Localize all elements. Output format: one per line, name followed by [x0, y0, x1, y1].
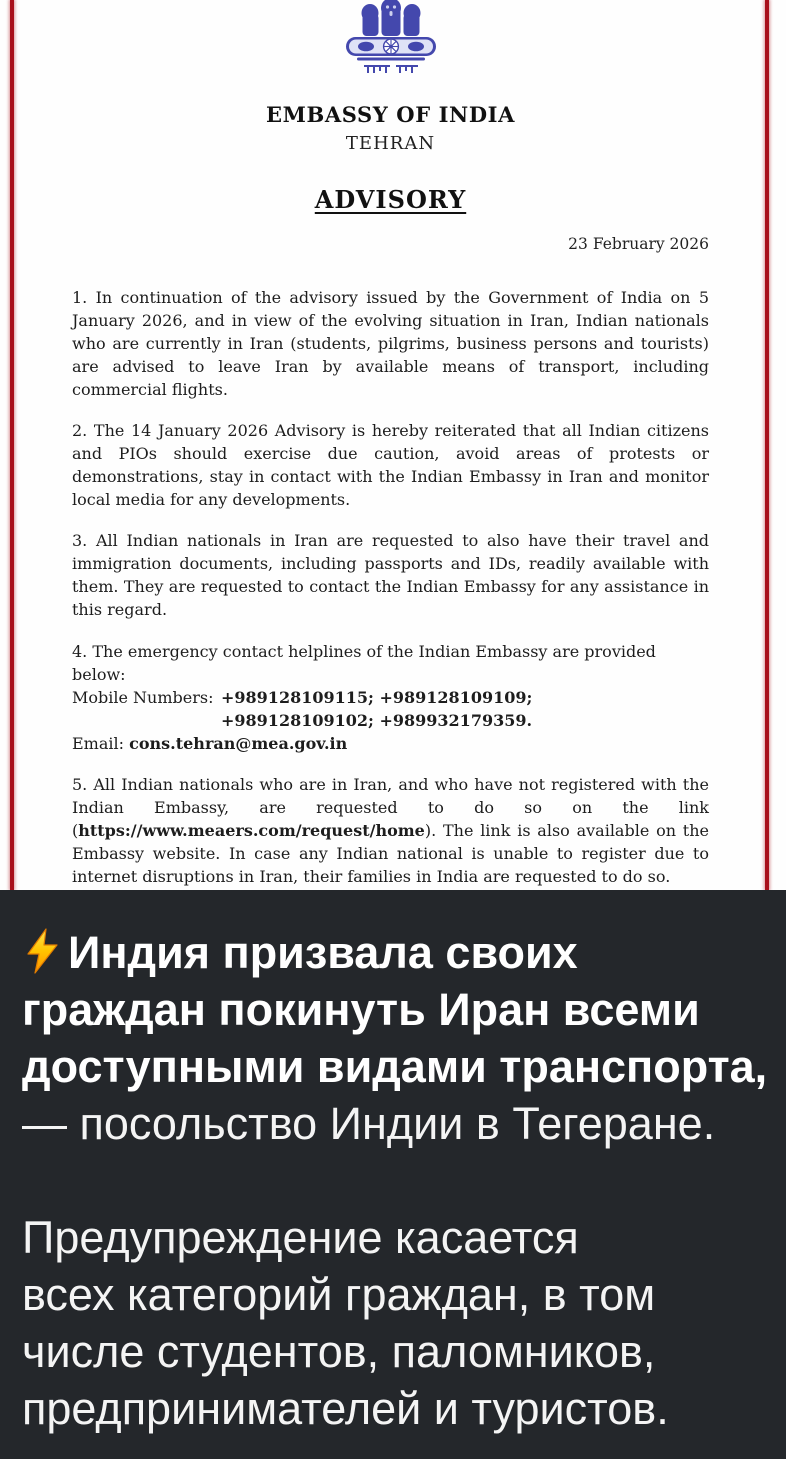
advisory-paragraph-5 [72, 773, 709, 888]
caption-paragraph-2 [22, 1209, 768, 1437]
lightning-emoji-icon [22, 928, 62, 974]
emergency-helplines-intro: 4. The emergency contact helplines of the Indian Embassy are provided below: [72, 642, 656, 684]
advisory-paragraph-3: 3. All Indian nationals in Iran are requested to also have their travel and immigration documents, including passports and IDs, readily available with them. They are requested to contact the Indian Embassy for any assistance in this regard. [72, 531, 709, 619]
email-row [72, 732, 709, 755]
india-emblem-icon [72, 0, 709, 78]
caption-line: Индия призвала своих [68, 927, 578, 978]
caption-line: предпринимателей и туристов. [22, 1383, 669, 1434]
caption-line: числе студентов, паломников, [22, 1326, 656, 1377]
caption-line: граждан покинуть Иран всеми [22, 984, 700, 1035]
caption-line: — посольство Индии в Тегеране. [22, 1098, 716, 1149]
caption-paragraph-1 [22, 924, 768, 1152]
caption-line: всех категорий граждан, в том [22, 1269, 656, 1320]
advisory-paragraph-4 [72, 640, 709, 755]
advisory-paragraph-2: 2. The 14 January 2026 Advisory is hereby reiterated that all Indian citizens and PIOs should exercise due caution, avoid areas of protests or demonstrations, stay in contact with the Indian Embassy in Iran and monitor local media for any developments. [72, 421, 709, 509]
paragraph-5-text-start: 5. All Indian nationals who are in Iran, and who have not registered with the Indian Embassy, are requested to do so on the link ( [72, 775, 709, 840]
paragraph-5-text-end: ). The link is also available on the Embassy website. In case any Indian national is unable to register due to internet disruptions in Iran, their families in India are requested to do so. [72, 821, 709, 886]
news-caption [0, 890, 786, 1459]
email-address: cons.tehran@mea.gov.in [129, 734, 348, 753]
embassy-city: TEHRAN [345, 133, 436, 154]
mobile-numbers-line1: +989128109115; +989128109109; [221, 688, 533, 707]
embassy-name: EMBASSY OF INDIA [266, 102, 515, 127]
caption-line: Предупреждение касается [22, 1212, 579, 1263]
registration-link: https://www.meaers.com/request/home [78, 821, 425, 840]
advisory-title: ADVISORY [314, 185, 467, 214]
caption-line: доступными видами транспорта, [22, 1041, 768, 1092]
advisory-paragraph-1: 1. In continuation of the advisory issued by the Government of India on 5 January 2026, and in view of the evolving situation in Iran, Indian nationals who are currently in Iran (students, pilgrims, business persons and tourists) are advised to leave Iran by available means of transport, including commercial flights. [72, 288, 709, 399]
email-label: Email: [72, 734, 125, 753]
mobile-numbers-line2: +989128109102; +989932179359. [221, 711, 533, 730]
mobile-numbers-label: Mobile Numbers: [72, 688, 214, 707]
mobile-numbers-row [72, 686, 709, 709]
advisory-date: 23 February 2026 [568, 235, 709, 253]
